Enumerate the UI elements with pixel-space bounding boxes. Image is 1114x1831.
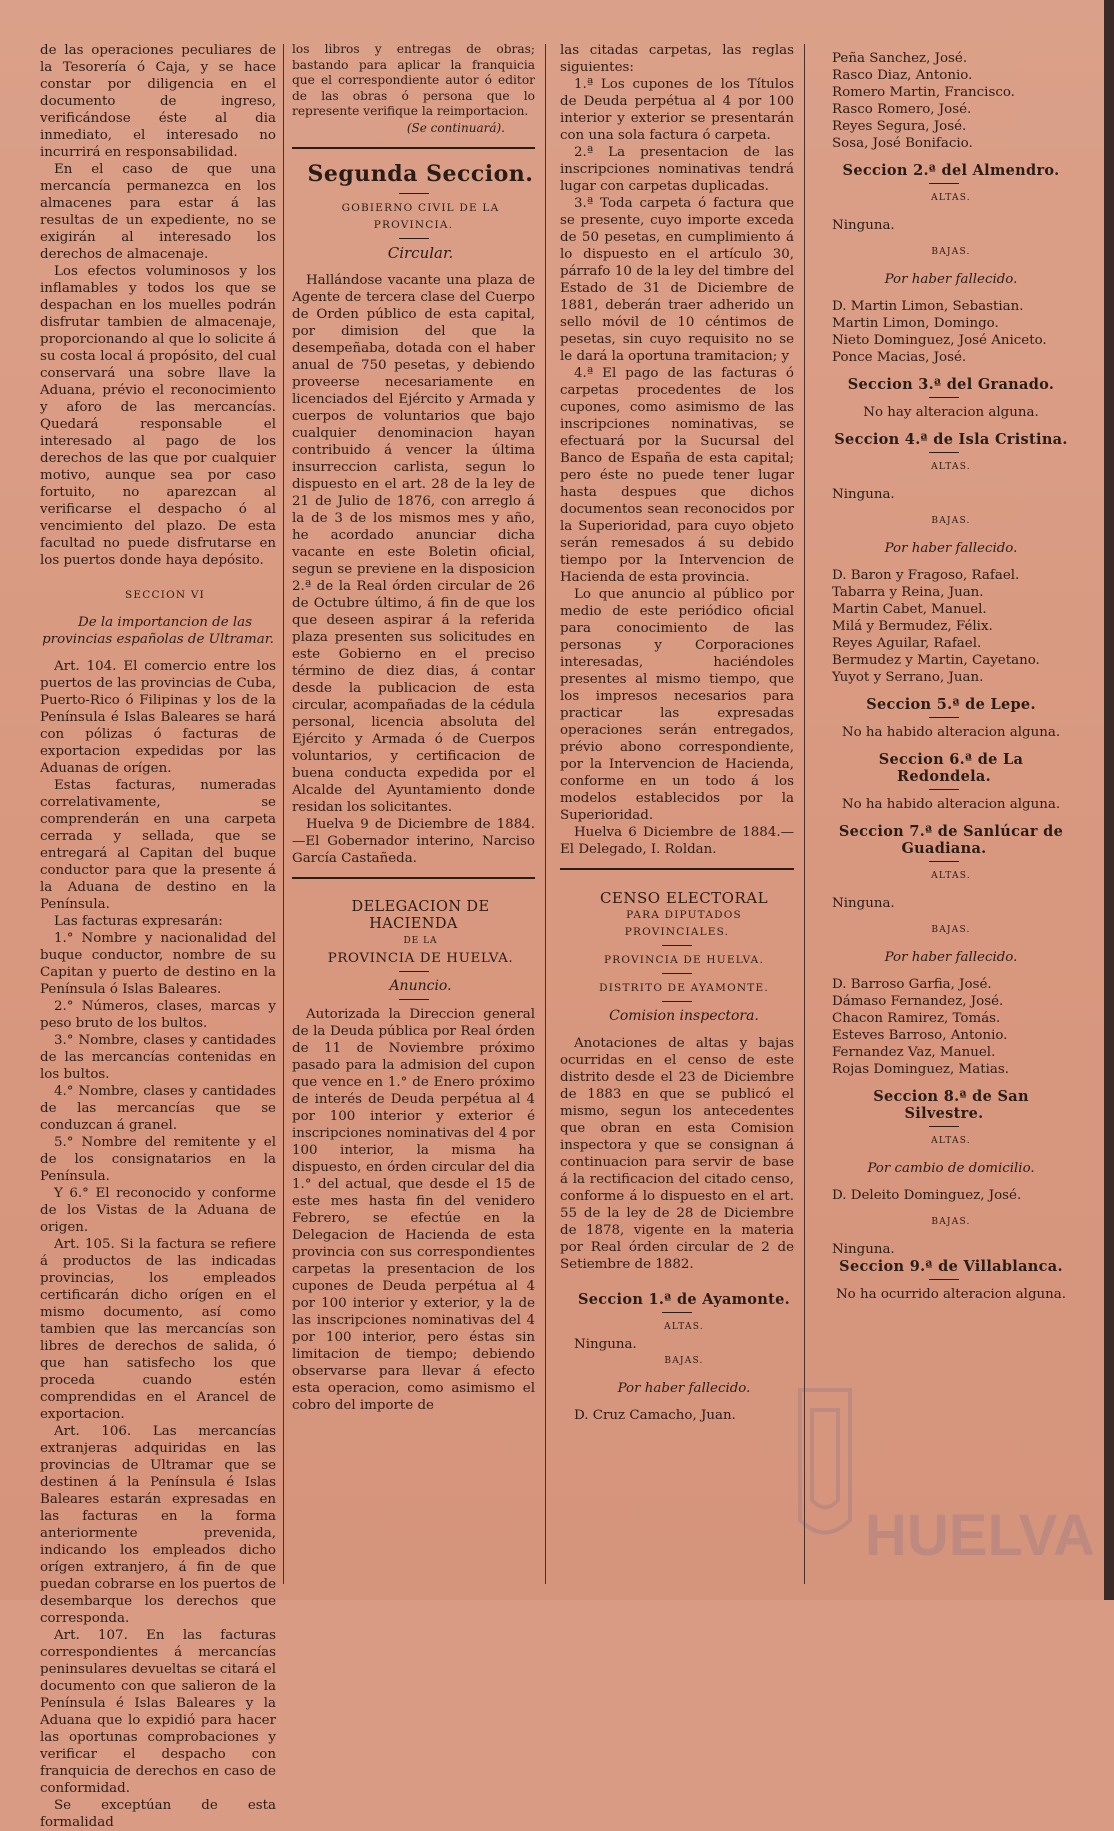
column-rule — [283, 44, 284, 1584]
name-entry: Chacon Ramirez, Tomás. — [832, 1011, 1001, 1026]
circular-title: Circular. — [387, 243, 454, 262]
paragraph: Los efectos voluminosos y los inflamables y todos los que se despachan en los muelles podrán disfrutar tambien de almacenaje, proporcionando al que lo solicite á su costa local á propósito, del cual conservará una sobre llave la Aduana, prévio el reconocimiento y aforo de las mercancías. Quedará responsable el interesado al pago de los derechos de las que por cualquier motivo, aunque sea por caso fortuito, no aparezcan al verificarse el despacho ó al vencimiento del plazo. De esta facultad no puede disfrutarse en los puertos donde haya depósito. — [40, 264, 276, 568]
no-change-note: No ha habido alteracion alguna. — [841, 725, 1061, 740]
paragraph: de las operaciones peculiares de la Tesorería ó Caja, y se hace constar por diligencia en el documento de ingreso, verificándose éste al dia inmediato, el interesado no incurrirá en responsabilidad. — [40, 43, 276, 160]
name-entry: Reyes Segura, José. — [832, 119, 967, 134]
ninguna-label: Ninguna. — [832, 218, 895, 233]
section-4-title: Seccion 4.ª de Isla Cristina. — [834, 431, 1068, 448]
name-entry: Bermudez y Martin, Cayetano. — [832, 653, 1040, 668]
bajas-label: BAJAS. — [931, 925, 971, 935]
name-entry: D. Baron y Fragoso, Rafael. — [832, 568, 1020, 583]
paragraph: En el caso de que una mercancía permanezca en los almacenes para estar á las resultas de un expediente, no se exigirán al interesado los derechos de almacenaje. — [40, 162, 276, 262]
delegacion-de: DE LA — [403, 935, 438, 946]
section-2-title: Seccion 2.ª del Almendro. — [842, 162, 1060, 179]
name-entry: Rasco Romero, José. — [832, 102, 972, 117]
paragraph: los libros y entregas de obras; bastando para aplicar la franquicia que el correspondiente autor ó editor de las obras ó persona que lo represente verifique la reimportacion. — [292, 42, 535, 118]
altas-label: ALTAS. — [931, 193, 971, 203]
fallecido-label: Por haber fallecido. — [884, 272, 1018, 287]
paragraph: las citadas carpetas, las reglas siguientes: — [560, 43, 794, 75]
ninguna-label: Ninguna. — [574, 1337, 637, 1352]
name-entry: Esteves Barroso, Antonio. — [832, 1028, 1008, 1043]
paragraph: 1.ª Los cupones de los Títulos de Deuda perpétua al 4 por 100 interior y exterior se presentarán con una sola factura ó carpeta. — [560, 77, 794, 143]
name-entry: Martin Cabet, Manuel. — [832, 602, 987, 617]
altas-label: ALTAS. — [931, 1136, 971, 1146]
column-2 — [292, 42, 535, 1414]
name-entry: D. Cruz Camacho, Juan. — [574, 1408, 736, 1423]
section-1-title: Seccion 1.ª de Ayamonte. — [578, 1291, 790, 1308]
censo-subheading: PARA DIPUTADOS PROVINCIALES. — [624, 909, 742, 938]
fallecido-label: Por haber fallecido. — [617, 1381, 751, 1396]
delegacion-heading: DELEGACION DE HACIENDA — [351, 898, 490, 932]
fallecido-label: Por haber fallecido. — [884, 950, 1018, 965]
paragraph: Lo que anuncio al público por medio de este periódico oficial para conocimiento de las personas y Corporaciones interesadas, haciéndoles presentes al mismo tiempo, que los impresos necesarios para practicar las expresadas operaciones serán entregados, prévio abono correspondiente, por la Intervencion de Hacienda, conforme en un todo á los modelos establecidos por la Superioridad. — [560, 587, 794, 823]
column-4 — [818, 50, 1070, 1303]
ninguna-label: Ninguna. — [832, 896, 895, 911]
section-3-title: Seccion 3.ª del Granado. — [847, 376, 1055, 393]
name-entry: D. Martin Limon, Sebastian. — [832, 299, 1024, 314]
column-1 — [40, 42, 276, 1831]
name-entry: Ponce Macias, José. — [832, 350, 967, 365]
name-entry: Dámaso Fernandez, José. — [832, 994, 1004, 1009]
bajas-label: BAJAS. — [931, 247, 971, 257]
paragraph: 4.ª El pago de las facturas ó carpetas procedentes de los cupones, como asimismo de las inscripciones nominativas, se efectuará por la Sucursal del Banco de España de esta capital; pero éste no puede tener lugar hasta despues que dichos documentos sean reconocidos por la Superioridad, para cuyo objeto serán remesados á su debido tiempo por la Intervencion de Hacienda de esta provincia. — [560, 366, 794, 585]
province-heading: PROVINCIA DE HUELVA. — [603, 954, 765, 966]
name-entry: Sosa, José Bonifacio. — [832, 136, 973, 151]
censo-heading: CENSO ELECTORAL — [599, 889, 769, 907]
name-entry: Romero Martin, Francisco. — [832, 85, 1015, 100]
no-change-note: No ha habido alteracion alguna. — [841, 797, 1061, 812]
name-entry: Rojas Dominguez, Matias. — [832, 1062, 1009, 1077]
name-entry: Tabarra y Reina, Juan. — [832, 585, 984, 600]
bajas-label: BAJAS. — [931, 516, 971, 526]
page-edge — [1104, 0, 1114, 1600]
article: 4.° Nombre, clases y cantidades de las mercancías que se conduzcan á granel. — [40, 1084, 276, 1133]
section-5-title: Seccion 5.ª de Lepe. — [866, 696, 1036, 713]
name-entry: D. Deleito Dominguez, José. — [832, 1188, 1022, 1203]
name-entry: Rasco Diaz, Antonio. — [832, 68, 973, 83]
continued-note: (Se continuará). — [406, 120, 505, 135]
no-change-note: No hay alteracion alguna. — [863, 405, 1039, 420]
altas-label: ALTAS. — [664, 1322, 704, 1332]
paragraph: Huelva 6 Diciembre de 1884.—El Delegado, I. Roldan. — [560, 825, 794, 857]
article: 3.° Nombre, clases y cantidades de las mercancías contenidas en los bultos. — [40, 1033, 276, 1082]
paragraph: 2.ª La presentacion de las inscripciones nominativas tendrá lugar con carpetas duplicadas. — [560, 145, 794, 194]
name-entry: Yuyot y Serrano, Juan. — [832, 670, 984, 685]
article: Estas facturas, numeradas correlativamente, se comprenderán en una carpeta cerrada y sellada, que se entregará al Capitan del buque conductor para que la presente á la Aduana de destino en la Península. — [40, 778, 276, 912]
section-subtitle: De la importancion de las provincias españolas de Ultramar. — [42, 615, 274, 647]
name-entry: Nieto Dominguez, José Aniceto. — [832, 333, 1047, 348]
section-heading: Segunda Seccion. — [307, 160, 534, 187]
name-entry: Fernandez Vaz, Manuel. — [832, 1045, 996, 1060]
no-change-note: No ha ocurrido alteracion alguna. — [835, 1287, 1067, 1302]
section-title: SECCION VI — [125, 589, 205, 601]
column-3 — [560, 42, 794, 1424]
article: Se exceptúan de esta formalidad — [40, 1798, 276, 1830]
article: 1.° Nombre y nacionalidad del buque conductor, nombre de su Capitan y puerto de destino en la Península ó Islas Baleares. — [40, 931, 276, 997]
delegacion-province: PROVINCIA DE HUELVA. — [327, 950, 514, 966]
ninguna-label: Ninguna. — [832, 1242, 895, 1257]
column-rule — [804, 44, 805, 1584]
paragraph: 3.ª Toda carpeta ó factura que se presente, cuyo importe exceda de 50 pesetas, en cumplimiento á lo dispuesto en el artículo 30, párrafo 10 de la ley del timbre del Estado de 31 de Diciembre de 1881, deberán traer adherido un sello móvil de 10 céntimos de pesetas, sin cuyo requisito no se le dará la oportuna tramitacion; y — [560, 196, 794, 364]
article: Las facturas expresarán: — [54, 914, 223, 929]
name-entry: Milá y Bermudez, Félix. — [832, 619, 993, 634]
section-8-title: Seccion 8.ª de San Silvestre. — [873, 1088, 1029, 1122]
article: 5.° Nombre del remitente y el de los consignatarios en la Península. — [40, 1135, 276, 1184]
article: Art. 107. En las facturas correspondientes á mercancías peninsulares devueltas se citará el documento con que salieron de la Península é Islas Baleares y la Aduana que lo expidió para hacer las oportunas comprobaciones y verificar el despacho con franquicia de derechos en caso de conformidad. — [40, 1628, 276, 1796]
watermark-text: HUELVA — [865, 1503, 1095, 1568]
article: 2.° Números, clases, marcas y peso bruto de los bultos. — [40, 999, 276, 1031]
domicilio-label: Por cambio de domicilio. — [867, 1161, 1035, 1176]
archive-watermark — [760, 1370, 1095, 1590]
ninguna-label: Ninguna. — [832, 487, 895, 502]
name-entry: Martin Limon, Domingo. — [832, 316, 999, 331]
name-entry: Peña Sanchez, José. — [832, 51, 968, 66]
altas-label: ALTAS. — [931, 871, 971, 881]
column-rule — [545, 44, 546, 1584]
paragraph: Autorizada la Direccion general de la Deuda pública por Real órden de 11 de Noviembre próximo pasado para la admision del cupon que vence en 1.° de Enero próximo de interés de Deuda perpétua al 4 por 100 interior y exterior é inscripciones nominativas del 4 por 100 interior, la misma ha dispuesto, en órden circular del dia 1.° del actual, que desde el 15 de este mes hasta fin del venidero Febrero, se efectúe en la Delegacion de Hacienda de esta provincia con sus correspondientes carpetas la presentacion de los cupones de Deuda perpétua al 4 por 100 interior y exterior, y la de las inscripciones nominativas del 4 por 100 interior, pero éstas sin limitacion de tiempo; debiendo observarse para llevar á efecto esta operacion, como asimismo el cobro del importe de — [292, 1006, 535, 1413]
name-entry: D. Barroso Garfia, José. — [832, 977, 992, 992]
district-heading: DISTRITO DE AYAMONTE. — [599, 982, 769, 994]
article: Art. 105. Si la factura se refiere á productos de las indicadas provincias, los empleados certificarán dicho orígen en el mismo documento, así como tambien que las mercancías son libres de derechos de salida, ó que han satisfecho los que proceda cuando estén comprendidas en el Arancel de exportacion. — [40, 1237, 276, 1422]
fallecido-label: Por haber fallecido. — [884, 541, 1018, 556]
bajas-label: BAJAS. — [931, 1217, 971, 1227]
article: Art. 106. Las mercancías extranjeras adquiridas en las provincias de Ultramar que se destinen á la Península é Islas Baleares estarán expresadas en las facturas en la forma anteriormente prevenida, indicando los empleados dicho orígen extranjero, á fin de que puedan cobrarse en los puertos de desembarque los derechos que corresponda. — [40, 1424, 276, 1626]
commission-title: Comision inspectora. — [609, 1008, 759, 1024]
bajas-label: BAJAS. — [664, 1356, 704, 1366]
paragraph: Anotaciones de altas y bajas ocurridas en el censo de este distrito desde el 23 de Diciembre de 1883 en que se publicó el mismo, segun los antecedentes que obran en esta Comision inspectora y que se consignan á continuacion para servir de base á la rectificacion del citado censo, conforme á lo dispuesto en el art. 55 de la ley de 28 de Diciembre de 1878, vigente en la materia por Real órden circular de 2 de Setiembre de 1882. — [560, 1036, 794, 1272]
section-9-title: Seccion 9.ª de Villablanca. — [839, 1258, 1063, 1275]
name-entry: Reyes Aguilar, Rafael. — [832, 636, 982, 651]
paragraph: Huelva 9 de Diciembre de 1884.—El Gobernador interino, Narciso García Castañeda. — [292, 816, 535, 866]
article: Art. 104. El comercio entre los puertos de las provincias de Cuba, Puerto-Rico ó Filipinas y los de la Península é Islas Baleares se hará con pólizas ó facturas de exportacion expedidas por las Aduanas de orígen. — [40, 659, 276, 776]
altas-label: ALTAS. — [931, 462, 971, 472]
article: Y 6.° El reconocido y conforme de los Vistas de la Aduana de origen. — [40, 1186, 276, 1235]
section-7-title: Seccion 7.ª de Sanlúcar de Guadiana. — [838, 823, 1064, 857]
anuncio-title: Anuncio. — [389, 977, 452, 994]
section-6-title: Seccion 6.ª de La Redondela. — [878, 751, 1024, 785]
gobierno-heading: GOBIERNO CIVIL DE LA PROVINCIA. — [341, 201, 500, 231]
paragraph: Hallándose vacante una plaza de Agente de tercera clase del Cuerpo de Orden público de esta capital, por dimision del que la desempeñaba, dotada con el haber anual de 750 pesetas, y debiendo proveerse necesariamente en licenciados del Ejército y Armada y cuerpos de voluntarios que bajo cualquier denominacion hayan contribuido á vencer la última insurreccion carlista, segun lo dispuesto en el art. 28 de la ley de 21 de Julio de 1876, con arreglo á la de 3 de los mismos mes y año, he acordado anunciar dicha vacante en este Boletin oficial, segun se previene en la disposicion 2.ª de la Real órden circular de 26 de Octubre último, á fin de que los que deseen aspirar á la referida plaza presenten sus solicitudes en este Gobierno en el preciso término de diez dias, á contar desde la publicacion de esta circular, acompañadas de la cédula personal, licencia absoluta del Ejército y Armada ó de Cuerpos voluntarios, y certificacion de buena conducta expedida por el Alcalde del Ayuntamiento donde residan los solicitantes. — [292, 272, 535, 815]
